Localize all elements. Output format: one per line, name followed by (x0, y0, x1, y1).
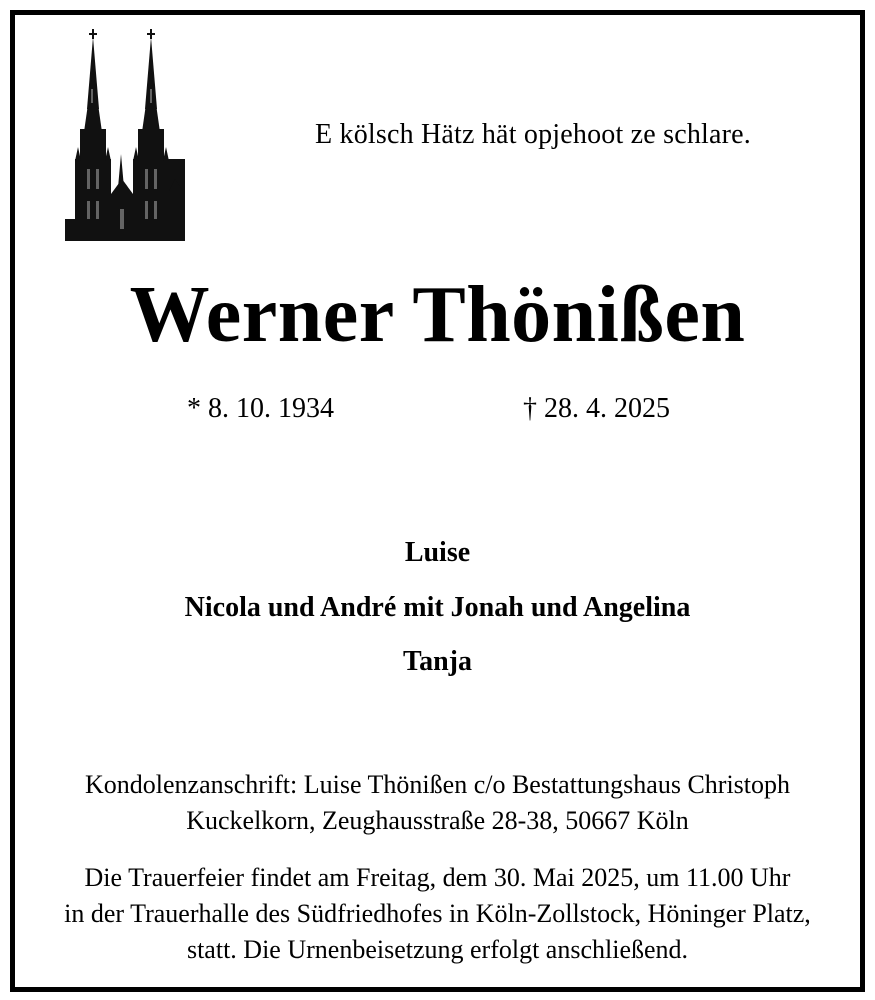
family-member: Luise (404, 537, 471, 568)
family-member: Tanja (402, 646, 472, 677)
death-date: † 28. 4. 2025 (523, 393, 670, 424)
ceremony-line: Die Trauerfeier findet am Freitag, dem 30. Mai 2025, um 11.00 Uhr (84, 863, 791, 892)
birth-date: * 8. 10. 1934 (187, 393, 334, 424)
deceased-name: Werner Thönißen (129, 271, 746, 359)
family-member: Nicola und André mit Jonah und Angelina (184, 592, 691, 623)
ceremony-line: in der Trauerhalle des Südfriedhofes in Köln-Zollstock, Höninger Platz, (64, 899, 811, 928)
ceremony-info (15, 860, 860, 968)
ceremony-line: statt. Die Urnenbeisetzung erfolgt anschließend. (186, 935, 689, 964)
condolence-address (15, 767, 860, 839)
condolence-line: Kondolenzanschrift: Luise Thönißen c/o Bestattungshaus Christoph (84, 770, 791, 799)
cologne-cathedral-icon (65, 29, 185, 241)
condolence-line: Kuckelkorn, Zeughausstraße 28-38, 50667 Köln (186, 806, 689, 835)
obituary-notice (10, 10, 865, 992)
motto: E kölsch Hätz hät opjehoot ze schlare. (315, 119, 751, 150)
